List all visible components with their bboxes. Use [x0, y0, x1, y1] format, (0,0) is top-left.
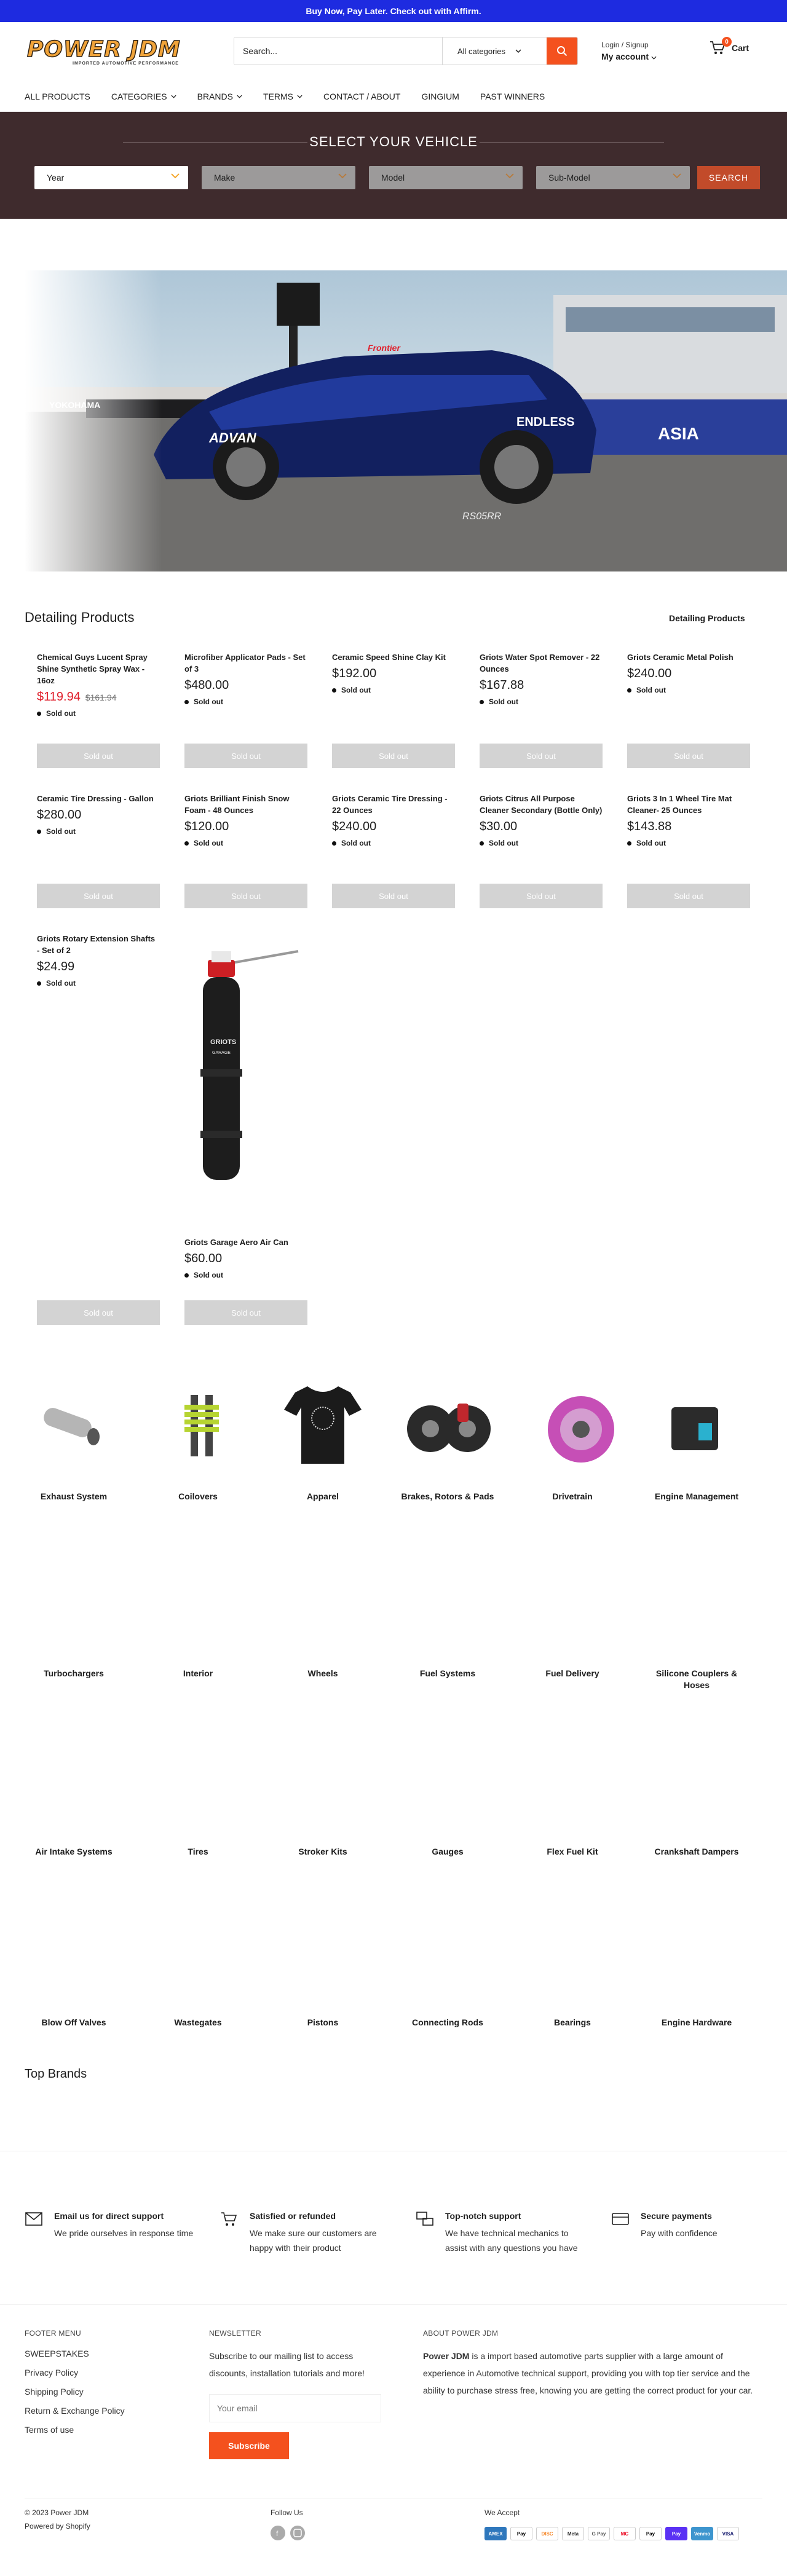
feature-secure-payments — [611, 2211, 783, 2260]
bottle-label: GRIOTS — [210, 1039, 237, 1046]
product-price: $119.94 $161.94 — [37, 690, 117, 704]
stock-status: Sold out — [184, 839, 307, 847]
nav-gingium[interactable]: GINGIUM — [421, 91, 459, 101]
shop-pay-icon: Pay — [665, 2527, 687, 2540]
category-turbochargers[interactable]: Turbochargers — [44, 1668, 104, 1678]
product-name[interactable]: Microfiber Applicator Pads - Set of 3 — [184, 653, 306, 673]
category-coilovers[interactable]: Coilovers — [178, 1491, 218, 1501]
product-card[interactable] — [627, 651, 750, 694]
sold-out-button[interactable]: Sold out — [37, 1300, 160, 1325]
stock-status: Sold out — [184, 1271, 307, 1279]
bottle-label: GARAGE — [212, 1051, 231, 1055]
footer-link-returns[interactable]: Return & Exchange Policy — [25, 2406, 125, 2416]
logo-tagline: IMPORTED AUTOMOTIVE PERFORMANCE — [73, 61, 179, 66]
subscribe-button[interactable]: Subscribe — [209, 2432, 289, 2459]
chevron-down-icon — [297, 95, 303, 98]
hero-image — [25, 270, 787, 571]
product-price: $192.00 — [332, 667, 377, 680]
product-card[interactable] — [184, 793, 307, 847]
chevron-down-icon — [338, 173, 347, 179]
product-card[interactable] — [332, 651, 455, 694]
product-name[interactable]: Griots Citrus All Purpose Cleaner Secondary (Bottle Only) — [480, 794, 603, 815]
product-price: $240.00 — [332, 820, 377, 833]
vehicle-selector — [0, 112, 787, 219]
chevron-down-icon — [515, 49, 521, 53]
product-card[interactable] — [480, 793, 603, 847]
product-price: $480.00 — [184, 678, 229, 692]
product-price: $240.00 — [627, 667, 672, 680]
sold-out-button[interactable]: Sold out — [37, 744, 160, 768]
submodel-select[interactable] — [536, 166, 690, 189]
meta-pay-icon: Meta — [562, 2527, 584, 2540]
sold-out-button[interactable]: Sold out — [627, 884, 750, 908]
divider — [0, 2304, 787, 2305]
stock-status: Sold out — [184, 697, 307, 706]
footer-menu-title: FOOTER MENU — [25, 2329, 81, 2338]
footer-link-privacy[interactable]: Privacy Policy — [25, 2368, 79, 2378]
footer-link-shipping[interactable]: Shipping Policy — [25, 2387, 84, 2397]
stock-status: Sold out — [480, 839, 603, 847]
year-select[interactable] — [34, 166, 188, 189]
product-name[interactable]: Griots Ceramic Tire Dressing - 22 Ounces — [332, 794, 448, 815]
cart-label: Cart — [732, 43, 749, 53]
sold-out-button[interactable]: Sold out — [332, 744, 455, 768]
product-name[interactable]: Griots Garage Aero Air Can — [184, 1238, 288, 1247]
sold-out-button[interactable]: Sold out — [332, 884, 455, 908]
top-brands-title: Top Brands — [25, 2067, 87, 2081]
stock-status: Sold out — [37, 709, 160, 718]
category-flex-fuel[interactable]: Flex Fuel Kit — [547, 1847, 598, 1856]
product-image[interactable] — [184, 946, 307, 1211]
product-card[interactable] — [37, 793, 160, 836]
feature-desc: We have technical mechanics to assist with any questions you have — [445, 2228, 578, 2253]
stock-status: Sold out — [627, 686, 750, 694]
search-input[interactable] — [234, 37, 442, 65]
main-nav — [0, 81, 787, 112]
chevron-down-icon — [651, 56, 657, 60]
newsletter-email-input[interactable] — [209, 2394, 381, 2422]
category-drivetrain[interactable]: Drivetrain — [552, 1491, 593, 1501]
category-interior[interactable]: Interior — [183, 1668, 213, 1678]
product-card[interactable] — [480, 651, 603, 706]
product-name[interactable]: Griots Water Spot Remover - 22 Ounces — [480, 653, 600, 673]
product-card[interactable] — [184, 946, 307, 1217]
newsletter-title: NEWSLETTER — [209, 2329, 262, 2338]
mail-icon — [25, 2211, 43, 2227]
product-price: $120.00 — [184, 820, 229, 833]
hero-ad-endless: ENDLESS — [516, 415, 575, 429]
feature-support — [416, 2211, 588, 2272]
discover-icon: DISC — [536, 2527, 558, 2540]
hero-ad-yokohama: YOKOHAMA — [49, 400, 101, 410]
sold-out-button[interactable]: Sold out — [480, 884, 603, 908]
product-price: $24.99 — [37, 960, 75, 973]
svg-text:f: f — [276, 2529, 279, 2538]
search-icon — [556, 45, 568, 57]
category-blow-off-valves[interactable]: Blow Off Valves — [41, 2017, 106, 2027]
stock-status: Sold out — [332, 686, 455, 694]
feature-desc: Pay with confidence — [641, 2228, 718, 2238]
vehicle-search-button[interactable]: SEARCH — [697, 166, 760, 189]
feature-title: Satisfied or refunded — [250, 2211, 336, 2221]
category-silicone-couplers[interactable]: Silicone Couplers & Hoses — [655, 1668, 738, 1690]
product-name[interactable]: Griots Ceramic Metal Polish — [627, 653, 734, 662]
product-name[interactable]: Ceramic Tire Dressing - Gallon — [37, 794, 154, 803]
nav-all-products[interactable]: ALL PRODUCTS — [25, 91, 90, 101]
feature-email-support — [25, 2211, 197, 2260]
year-select-value: Year — [47, 173, 65, 183]
nav-past-winners[interactable]: PAST WINNERS — [480, 91, 545, 101]
category-pistons[interactable]: Pistons — [307, 2017, 339, 2027]
powered-by[interactable]: Powered by Shopify — [25, 2522, 90, 2531]
product-name[interactable]: Griots Rotary Extension Shafts - Set of 2 — [37, 934, 156, 955]
feature-title: Email us for direct support — [54, 2211, 164, 2221]
product-card[interactable] — [332, 793, 455, 847]
category-image-engine-management[interactable] — [665, 1399, 727, 1460]
chevron-down-icon — [171, 95, 176, 98]
nav-contact[interactable]: CONTACT / ABOUT — [323, 91, 401, 101]
category-image-brakes[interactable] — [406, 1395, 492, 1463]
sold-out-button[interactable]: Sold out — [184, 1300, 307, 1325]
product-card[interactable] — [627, 793, 750, 847]
make-select-value: Make — [214, 173, 235, 183]
logo-text: POWER JDM — [27, 37, 181, 62]
chat-icon — [416, 2211, 434, 2227]
cart-icon — [220, 2211, 239, 2227]
stock-status: Sold out — [37, 827, 160, 836]
product-price: $30.00 — [480, 820, 518, 833]
my-account[interactable]: My account — [601, 52, 657, 61]
venmo-icon: Venmo — [691, 2527, 713, 2540]
category-connecting-rods[interactable]: Connecting Rods — [412, 2017, 483, 2027]
category-fuel-delivery[interactable]: Fuel Delivery — [545, 1668, 599, 1678]
announcement-bar[interactable] — [0, 0, 787, 22]
category-engine-hardware[interactable]: Engine Hardware — [661, 2017, 732, 2027]
account-menu[interactable] — [601, 41, 657, 61]
product-price: $143.88 — [627, 820, 672, 833]
chevron-down-icon — [505, 173, 514, 179]
instagram-icon — [290, 2526, 305, 2540]
category-image-drivetrain[interactable] — [541, 1392, 621, 1466]
paypal-icon: Pay — [639, 2527, 662, 2540]
about-text: Power JDM is a import based automotive parts supplier with a large amount of experience in Automotive technical support, providing you with top tier service and the ability to purchase stress free, knowing you are getting the correct product for your car. — [423, 2351, 753, 2395]
category-image-apparel[interactable] — [283, 1380, 363, 1466]
nav-categories[interactable]: CATEGORIES — [111, 92, 176, 101]
product-price: $60.00 — [184, 1252, 223, 1265]
stock-status: Sold out — [480, 697, 603, 706]
category-image-coilovers[interactable] — [166, 1389, 234, 1463]
product-name[interactable]: Griots Brilliant Finish Snow Foam - 48 Ounces — [184, 794, 290, 815]
nav-brands[interactable]: BRANDS — [197, 92, 242, 101]
category-crankshaft-dampers[interactable]: Crankshaft Dampers — [654, 1847, 739, 1856]
logo[interactable] — [25, 34, 184, 69]
sold-out-button[interactable]: Sold out — [184, 744, 307, 768]
feature-title: Secure payments — [641, 2211, 712, 2221]
google-pay-icon: G Pay — [588, 2527, 610, 2540]
detailing-title: Detailing Products — [25, 610, 135, 625]
follow-us-label: Follow Us — [271, 2508, 303, 2517]
product-card[interactable] — [37, 933, 160, 988]
category-select-value: All categories — [457, 46, 506, 56]
footer-link-sweepstakes[interactable]: SWEEPSTAKES — [25, 2349, 89, 2358]
product-card[interactable] — [184, 1236, 307, 1279]
cart-button[interactable] — [710, 38, 749, 55]
model-select[interactable] — [369, 166, 523, 189]
stock-status: Sold out — [332, 839, 455, 847]
product-card[interactable] — [184, 651, 307, 706]
sold-out-button[interactable]: Sold out — [37, 884, 160, 908]
category-brakes[interactable]: Brakes, Rotors & Pads — [401, 1491, 494, 1501]
product-name[interactable]: Griots 3 In 1 Wheel Tire Mat Cleaner- 25 Ounces — [627, 794, 732, 815]
category-apparel[interactable]: Apparel — [306, 1491, 339, 1501]
category-tires[interactable]: Tires — [188, 1847, 208, 1856]
feature-refund — [220, 2211, 392, 2260]
nav-terms[interactable]: TERMS — [263, 92, 303, 101]
social-icons — [271, 2524, 307, 2542]
hero-banner[interactable] — [25, 270, 787, 571]
hero-ad-asia: ASIA — [658, 424, 699, 443]
stock-status: Sold out — [627, 839, 750, 847]
feature-title: Top-notch support — [445, 2211, 521, 2221]
announcement-text: Buy Now, Pay Later. Check out with Affirm. — [306, 6, 481, 16]
chevron-down-icon — [171, 173, 180, 179]
make-select[interactable] — [202, 166, 355, 189]
submodel-select-value: Sub-Model — [548, 173, 590, 183]
chevron-down-icon — [237, 95, 242, 98]
product-price: $167.88 — [480, 678, 524, 692]
category-air-intake[interactable]: Air Intake Systems — [35, 1847, 113, 1856]
category-wheels[interactable]: Wheels — [307, 1668, 338, 1678]
mastercard-icon: MC — [614, 2527, 636, 2540]
sold-out-button[interactable]: Sold out — [184, 884, 307, 908]
search-button[interactable] — [547, 37, 577, 65]
category-engine-management[interactable]: Engine Management — [654, 1491, 739, 1501]
hero-ad-advan: ADVAN — [209, 430, 256, 446]
feature-desc: We make sure our customers are happy with their product — [250, 2228, 377, 2253]
category-gauges[interactable]: Gauges — [432, 1847, 464, 1856]
credit-card-icon — [611, 2211, 630, 2227]
we-accept-label: We Accept — [484, 2508, 520, 2517]
category-wastegates[interactable]: Wastegates — [174, 2017, 222, 2027]
sold-out-button[interactable]: Sold out — [627, 744, 750, 768]
visa-icon: VISA — [717, 2527, 739, 2540]
copyright: © 2023 Power JDM — [25, 2508, 89, 2517]
category-image-exhaust[interactable] — [37, 1395, 111, 1456]
category-fuel-systems[interactable]: Fuel Systems — [419, 1668, 476, 1678]
apple-pay-icon: Pay — [510, 2527, 532, 2540]
product-name[interactable]: Ceramic Speed Shine Clay Kit — [332, 653, 446, 662]
hero-banner-text: Frontier — [368, 343, 400, 353]
model-select-value: Model — [381, 173, 405, 183]
cart-count: 0 — [722, 37, 732, 47]
hero-ad-rs05rr: RS05RR — [462, 511, 502, 522]
login-link[interactable]: Login / Signup — [601, 41, 649, 49]
category-bearings[interactable]: Bearings — [554, 2017, 591, 2027]
sold-out-button[interactable]: Sold out — [480, 744, 603, 768]
compare-price: $161.94 — [85, 693, 117, 702]
category-stroker-kits[interactable]: Stroker Kits — [298, 1847, 347, 1856]
newsletter-text: Subscribe to our mailing list to access discounts, installation tutorials and more! — [209, 2351, 365, 2378]
footer-link-terms[interactable]: Terms of use — [25, 2425, 74, 2435]
product-card[interactable] — [37, 651, 160, 718]
about-brand: Power JDM — [423, 2351, 470, 2361]
stock-status: Sold out — [37, 979, 160, 988]
about-title: ABOUT POWER JDM — [423, 2329, 499, 2338]
search-bar — [234, 37, 578, 65]
amex-icon: AMEX — [484, 2527, 507, 2540]
product-name[interactable]: Chemical Guys Lucent Spray Shine Synthetic Spray Wax - 16oz — [37, 653, 148, 685]
feature-desc: We pride ourselves in response time — [54, 2228, 194, 2238]
vehicle-title: SELECT YOUR VEHICLE — [309, 134, 478, 149]
chevron-down-icon — [673, 173, 681, 179]
category-exhaust[interactable]: Exhaust System — [40, 1491, 108, 1501]
product-price: $280.00 — [37, 808, 82, 822]
detailing-view-all-link[interactable]: Detailing Products — [669, 613, 745, 623]
header — [0, 22, 787, 81]
category-select[interactable] — [442, 37, 547, 65]
